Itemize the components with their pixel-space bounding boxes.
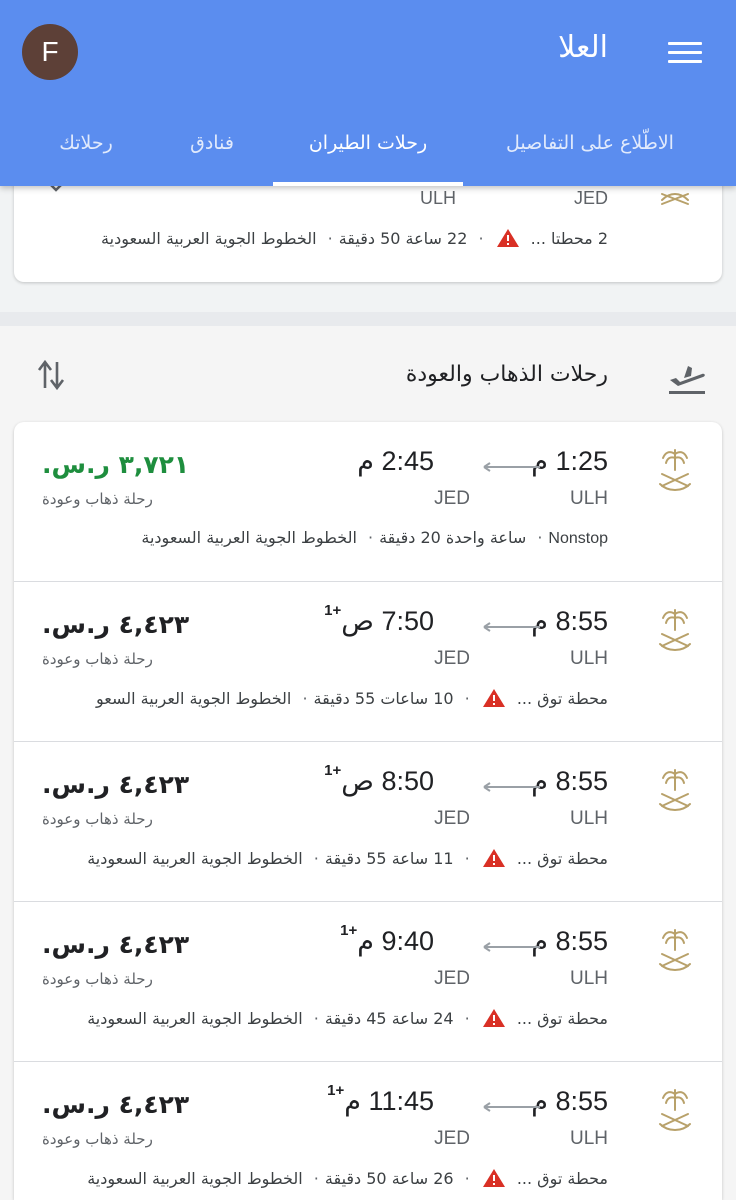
departure-airport-code: ULH: [569, 968, 608, 989]
flight-meta: محطة توق ... · 10 ساعات 55 دقيقة· الخطوط الجوية العربية السعو: [96, 689, 608, 708]
flight-meta: محطة توق ... · 11 ساعة 55 دقيقة· الخطوط الجوية العربية السعودية: [87, 849, 608, 868]
warning-icon: [482, 1168, 506, 1188]
flight-result-row[interactable]: [14, 902, 722, 1062]
flight-meta: 2 محطتا ... · 22 ساعة 50 دقيقة· الخطوط الجوية العربية السعودية: [101, 229, 608, 248]
stops-label: محطة توق ...: [516, 1009, 608, 1028]
arrival-airport-code: ULH: [419, 188, 456, 208]
arrival-airport-code: JED: [434, 1128, 470, 1149]
flight-result-row[interactable]: [14, 742, 722, 902]
app-bar: [0, 0, 736, 186]
departure-time: 8:55 م: [531, 926, 608, 956]
saudia-logo-icon: [652, 764, 698, 814]
tab-trips[interactable]: رحلاتك: [59, 132, 113, 154]
arrival-time: 8:50 ص$^{+1}$: [324, 762, 434, 796]
trip-type: رحلة ذهاب وعودة: [42, 970, 153, 988]
price: ٣,٧٢١ ر.س.: [42, 450, 190, 479]
arrival-airport-code: JED: [434, 968, 470, 989]
departure-time: 8:55 م: [531, 766, 608, 796]
airplane-departure-icon: [666, 356, 708, 396]
duration-label: 22 ساعة 50 دقيقة: [338, 229, 468, 248]
duration-label: 24 ساعة 45 دقيقة: [324, 1009, 454, 1028]
day-offset: +1: [340, 922, 358, 939]
stops-label: محطة توق ...: [516, 689, 608, 708]
arrival-airport-code: JED: [434, 488, 470, 509]
airline-label: الخطوط الجوية العربية السعودية: [87, 1009, 303, 1028]
flight-result-row[interactable]: [14, 422, 722, 582]
avatar[interactable]: F: [22, 24, 78, 80]
route-arrow-icon: [482, 1102, 542, 1112]
airline-label: الخطوط الجوية العربية السعو: [96, 689, 292, 708]
stops-label: Nonstop: [548, 530, 608, 547]
price: ٤,٤٢٣ ر.س.: [42, 930, 190, 959]
page-title: العلا: [558, 30, 608, 65]
airline-label: الخطوط الجوية العربية السعودية: [101, 229, 317, 248]
trip-type: رحلة ذهاب وعودة: [42, 810, 153, 828]
stops-label: محطة توق ...: [516, 849, 608, 868]
day-offset: +1: [324, 602, 342, 619]
flight-result-row[interactable]: [14, 1062, 722, 1200]
warning-icon: [496, 228, 520, 248]
tab-bar: [0, 112, 736, 186]
trip-type: رحلة ذهاب وعودة: [42, 650, 153, 668]
departure-airport-code: JED: [573, 188, 608, 208]
airline-label: الخطوط الجوية العربية السعودية: [87, 1169, 303, 1188]
flight-meta: محطة توق ... · 26 ساعة 50 دقيقة· الخطوط الجوية العربية السعودية: [87, 1169, 608, 1188]
swap-sort-icon[interactable]: [36, 358, 66, 392]
warning-icon: [482, 848, 506, 868]
duration-label: ساعة واحدة 20 دقيقة: [379, 528, 527, 547]
duration-label: 26 ساعة 50 دقيقة: [324, 1169, 454, 1188]
day-offset: +1: [327, 1082, 345, 1099]
arrival-time: 9:40 م$^{+1}$: [340, 922, 434, 956]
section-title: رحلات الذهاب والعودة: [405, 362, 608, 387]
price: ٤,٤٢٣ ر.س.: [42, 1090, 190, 1119]
flight-results-list: [14, 422, 722, 1200]
arrival-time: 2:45 م: [357, 446, 434, 476]
arrival-time: 11:45 م$^{+1}$: [327, 1082, 434, 1116]
warning-icon: [482, 688, 506, 708]
tab-flights[interactable]: رحلات الطيران: [273, 112, 463, 186]
arrival-airport-code: JED: [434, 648, 470, 669]
saudia-logo-icon: [652, 604, 698, 654]
route-arrow-icon: [482, 782, 542, 792]
trip-type: رحلة ذهاب وعودة: [42, 1130, 153, 1148]
stops-label: 2 محطتا ...: [530, 229, 608, 248]
flight-result-row[interactable]: [14, 582, 722, 742]
flight-meta: محطة توق ... · 24 ساعة 45 دقيقة· الخطوط الجوية العربية السعودية: [87, 1009, 608, 1028]
divider: [0, 312, 736, 326]
airline-label: الخطوط الجوية العربية السعودية: [87, 849, 303, 868]
flight-meta: Nonstop· ساعة واحدة 20 دقيقة· الخطوط الجوية العربية السعودية: [141, 528, 608, 547]
menu-icon[interactable]: [668, 40, 702, 64]
tab-hotels[interactable]: فنادق: [190, 132, 234, 154]
departure-time: 1:25 م: [531, 446, 608, 476]
departure-airport-code: ULH: [569, 1128, 608, 1149]
warning-icon: [482, 1008, 506, 1028]
day-offset: +1: [324, 762, 342, 779]
route-arrow-icon: [482, 942, 542, 952]
departure-time: 8:55 م: [531, 606, 608, 636]
saudia-logo-icon: [652, 1084, 698, 1134]
saudia-logo-icon: [652, 924, 698, 974]
route-arrow-icon: [482, 462, 542, 472]
section-header: [0, 340, 736, 410]
departure-airport-code: ULH: [569, 808, 608, 829]
arrival-time: 7:50 ص$^{+1}$: [324, 602, 434, 636]
airline-label: الخطوط الجوية العربية السعودية: [141, 528, 357, 547]
departure-time: 8:55 م: [531, 1086, 608, 1116]
route-arrow-icon: [482, 622, 542, 632]
departure-airport-code: ULH: [569, 648, 608, 669]
price: ٤,٤٢٣ ر.س.: [42, 770, 190, 799]
arrival-airport-code: JED: [434, 808, 470, 829]
stops-label: محطة توق ...: [516, 1169, 608, 1188]
tab-details[interactable]: الاطّلاع على التفاصيل: [506, 132, 674, 154]
duration-label: 11 ساعة 55 دقيقة: [324, 849, 454, 868]
trip-type: رحلة ذهاب وعودة: [42, 490, 153, 508]
saudia-logo-icon: [652, 444, 698, 494]
duration-label: 10 ساعات 55 دقيقة: [313, 689, 454, 708]
price: ٤,٤٢٣ ر.س.: [42, 610, 190, 639]
departure-airport-code: ULH: [569, 488, 608, 509]
